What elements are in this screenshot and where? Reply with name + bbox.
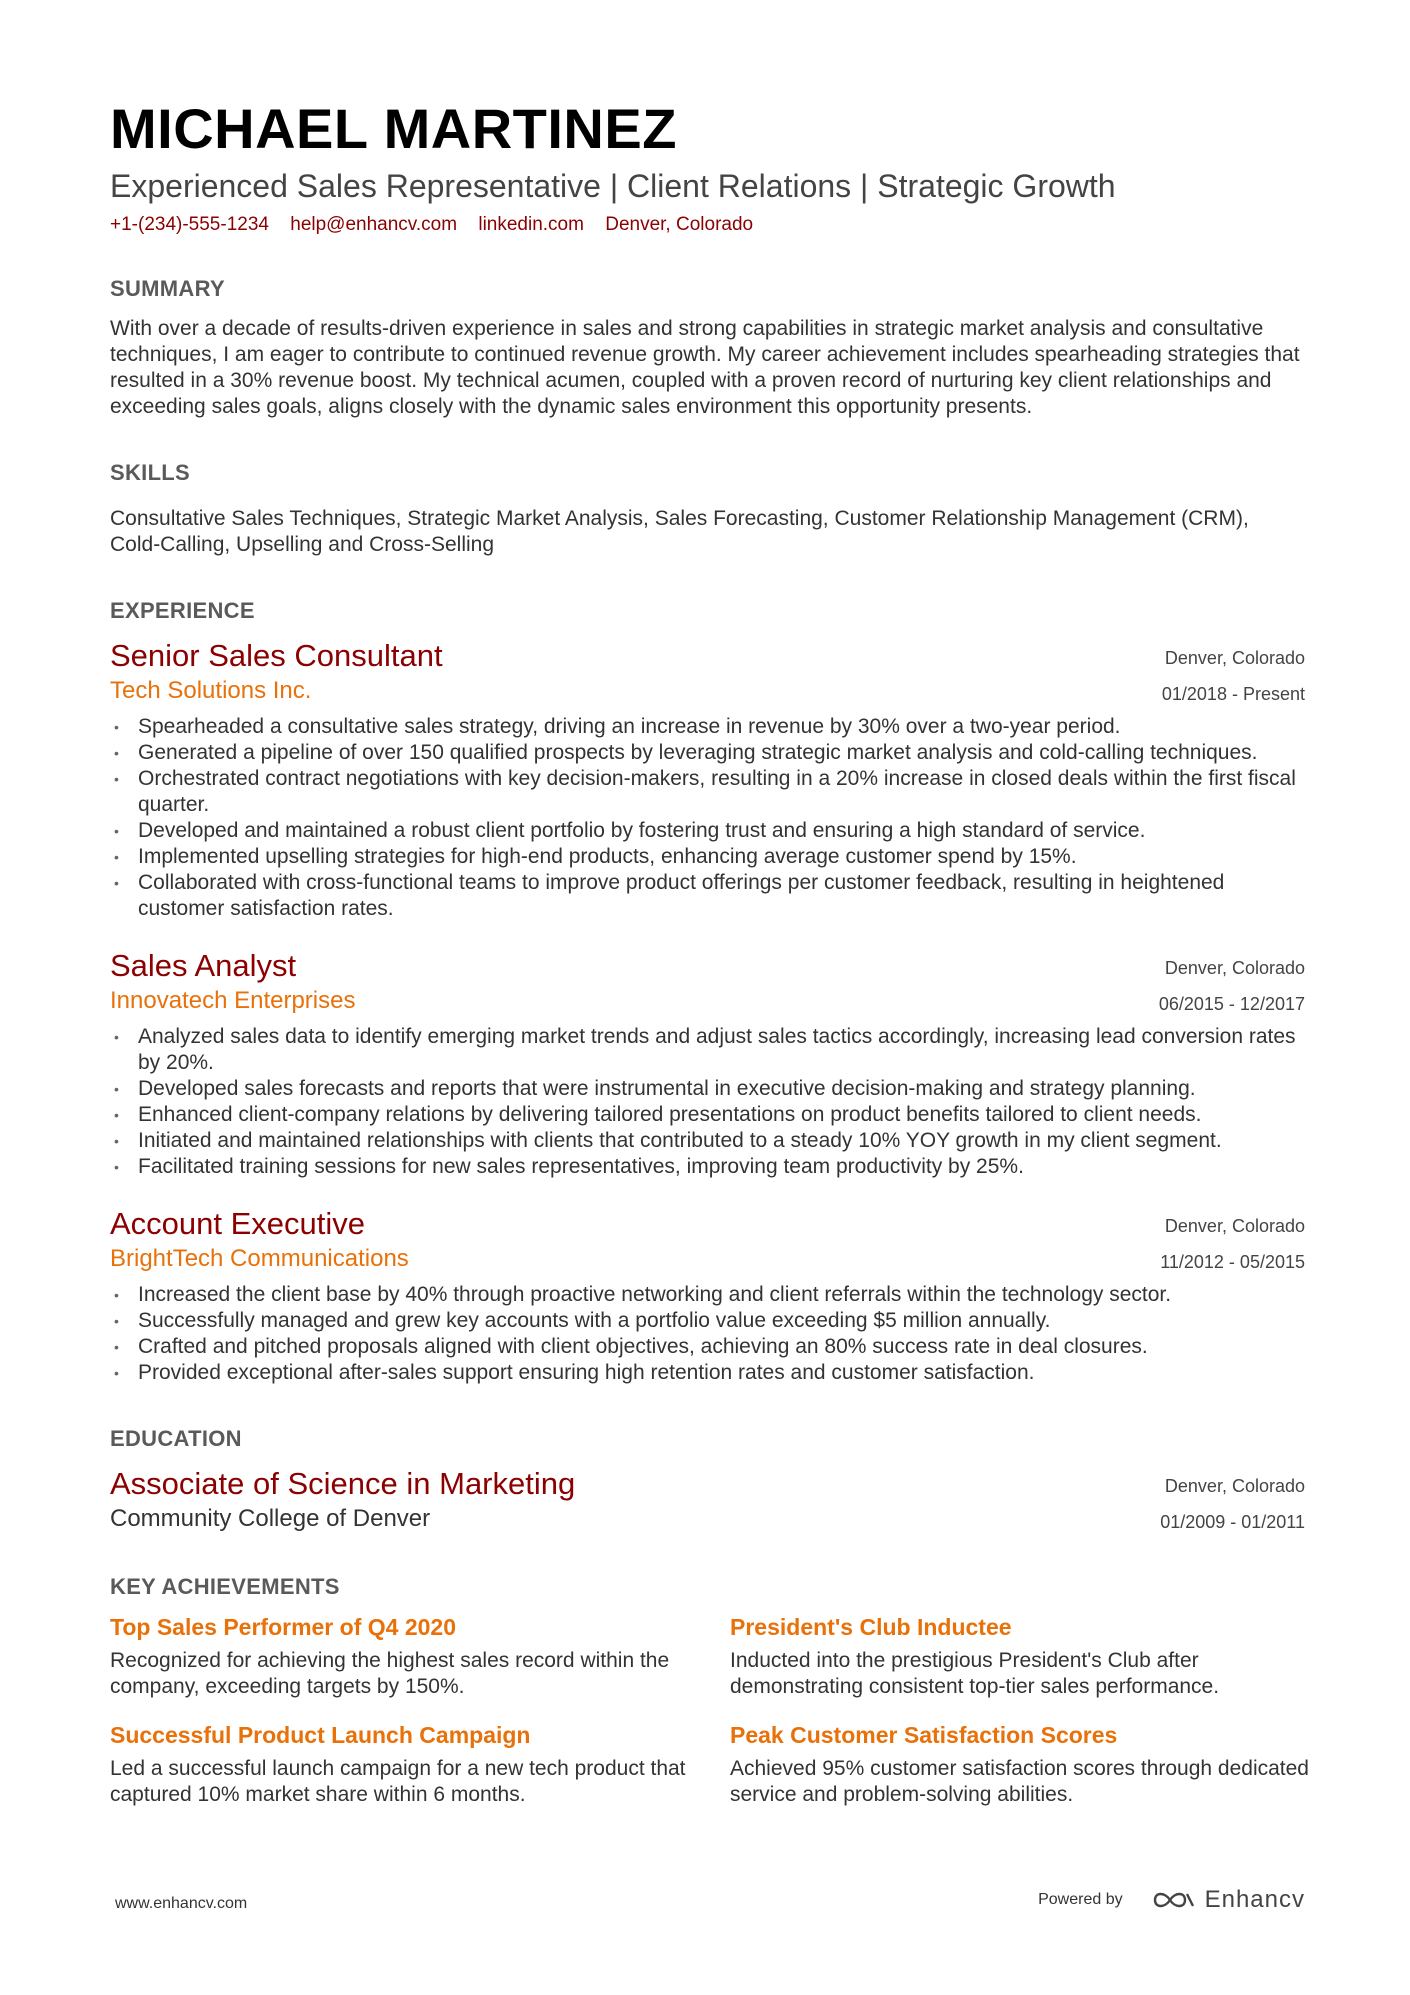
achievement-item <box>730 1720 1320 1808</box>
achievement-desc: Achieved 95% customer satisfaction scores through dedicated service and problem-solving abilities. <box>730 1757 1309 1806</box>
education-meta <box>1160 1468 1305 1540</box>
job-bullets <box>110 1282 1305 1386</box>
resume-page <box>110 96 1309 1808</box>
education-location: Denver, Colorado <box>1164 1476 1305 1496</box>
list-item: • Crafted and pitched proposals aligned with client objectives, achieving an 80% success rate in deal closures. <box>110 1334 1298 1360</box>
job-title: Senior Sales Consultant <box>110 638 443 673</box>
achievement-title: Peak Customer Satisfaction Scores <box>730 1722 1118 1748</box>
education-entry <box>110 1466 1305 1534</box>
list-item: • Spearheaded a consultative sales strategy, driving an increase in revenue by 30% over a two-year period. <box>110 714 1298 740</box>
list-item: • Implemented upselling strategies for high-end products, enhancing average customer spend by 15%. <box>110 844 1298 870</box>
job-dates: 01/2018 - Present <box>1161 684 1305 704</box>
list-item: • Generated a pipeline of over 150 qualified prospects by leveraging strategic market analysis and cold-calling techniques. <box>110 740 1298 766</box>
section-heading: SUMMARY <box>110 276 225 301</box>
achievement-title: President's Club Inductee <box>730 1614 1012 1640</box>
contact-line <box>110 212 1305 238</box>
summary-text: With over a decade of results-driven experience in sales and strong capabilities in strategic market analysis and consultative techniques, I am eager to contribute to continued revenue growth. My career achievement includes spearheading strategies that resulted in a 30% revenue boost. My technical acumen, coupled with a proven record of nurturing key client relationships and exceeding sales goals, aligns closely with the dynamic sales environment this opportunity presents. <box>110 317 1300 418</box>
section-heading: KEY ACHIEVEMENTS <box>110 1574 340 1599</box>
school-name: Community College of Denver <box>110 1505 431 1532</box>
footer-powered-by <box>1038 1886 1305 1914</box>
skills-text: Consultative Sales Techniques, Strategic Market Analysis, Sales Forecasting, Customer Relationship Management (CRM), Cold-Calling, Upselling and Cross-Selling <box>110 507 1249 556</box>
contact-phone: +1-(234)-555-1234 <box>110 214 269 235</box>
skills-section <box>110 458 1305 558</box>
list-item: • Successfully managed and grew key accounts with a portfolio value exceeding $5 million annually. <box>110 1308 1298 1334</box>
list-item: • Facilitated training sessions for new sales representatives, improving team productivity by 25%. <box>110 1154 1298 1180</box>
achievement-item <box>110 1612 700 1700</box>
education-dates: 01/2009 - 01/2011 <box>1160 1512 1305 1532</box>
section-heading: EXPERIENCE <box>110 598 255 623</box>
list-item: • Provided exceptional after-sales support ensuring high retention rates and customer satisfaction. <box>110 1360 1298 1386</box>
contact-location: Denver, Colorado <box>605 214 754 235</box>
summary-section <box>110 274 1305 420</box>
candidate-title: Experienced Sales Representative | Client Relations | Strategic Growth <box>110 168 1116 204</box>
job-meta <box>1160 1208 1305 1280</box>
job-meta <box>1162 640 1305 712</box>
list-item: • Analyzed sales data to identify emerging market trends and adjust sales tactics accordingly, increasing lead conversion rates by 20%. <box>110 1024 1298 1076</box>
job-entry <box>110 638 1305 922</box>
job-title: Account Executive <box>110 1206 366 1241</box>
list-item: • Developed sales forecasts and reports that were instrumental in executive decision-making and strategy planning. <box>110 1076 1298 1102</box>
achievement-title: Successful Product Launch Campaign <box>110 1722 531 1748</box>
powered-by-label: Powered by <box>1038 1891 1123 1908</box>
achievement-item <box>730 1612 1320 1700</box>
job-location: Denver, Colorado <box>1164 1216 1305 1236</box>
achievement-desc: Recognized for achieving the highest sales record within the company, exceeding targets by 150%. <box>110 1649 670 1698</box>
section-heading: SKILLS <box>110 460 191 485</box>
job-dates: 06/2015 - 12/2017 <box>1158 994 1305 1014</box>
achievement-title: Top Sales Performer of Q4 2020 <box>110 1614 456 1640</box>
job-location: Denver, Colorado <box>1164 958 1305 978</box>
list-item: • Developed and maintained a robust client portfolio by fostering trust and ensuring a high standard of service. <box>110 818 1298 844</box>
contact-email[interactable]: help@enhancv.com <box>290 214 458 235</box>
contact-linkedin[interactable]: linkedin.com <box>478 214 584 235</box>
job-location: Denver, Colorado <box>1164 648 1305 668</box>
degree-title: Associate of Science in Marketing <box>110 1466 576 1501</box>
job-bullets <box>110 714 1305 922</box>
job-title: Sales Analyst <box>110 948 297 983</box>
job-dates: 11/2012 - 05/2015 <box>1160 1252 1305 1272</box>
experience-section <box>110 596 1305 1386</box>
job-meta <box>1159 950 1305 1022</box>
achievement-item <box>110 1720 700 1808</box>
job-company: Innovatech Enterprises <box>110 987 356 1014</box>
achievement-desc: Inducted into the prestigious President's Club after demonstrating consistent top-tier sales performance. <box>730 1649 1220 1698</box>
education-section <box>110 1424 1305 1534</box>
brand-name: Enhancv <box>1204 1886 1305 1913</box>
job-entry <box>110 1206 1305 1386</box>
list-item: • Increased the client base by 40% through proactive networking and client referrals within the technology sector. <box>110 1282 1298 1308</box>
section-heading: EDUCATION <box>110 1426 242 1451</box>
list-item: • Enhanced client-company relations by delivering tailored presentations on product benefits tailored to client needs. <box>110 1102 1298 1128</box>
list-item: • Orchestrated contract negotiations with key decision-makers, resulting in a 20% increase in closed deals within the first fiscal quarter. <box>110 766 1298 818</box>
candidate-name: MICHAEL MARTINEZ <box>110 97 677 160</box>
job-company: BrightTech Communications <box>110 1245 409 1272</box>
footer-website[interactable]: www.enhancv.com <box>115 1895 248 1912</box>
job-bullets <box>110 1024 1305 1180</box>
achievements-grid <box>110 1612 1309 1808</box>
list-item: • Collaborated with cross-functional teams to improve product offerings per customer feedback, resulting in heightened customer satisfaction rates. <box>110 870 1298 922</box>
job-entry <box>110 948 1305 1180</box>
job-company: Tech Solutions Inc. <box>110 677 312 704</box>
list-item: • Initiated and maintained relationships with clients that contributed to a steady 10% YOY growth in my client segment. <box>110 1128 1298 1154</box>
enhancv-logo-icon <box>1151 1888 1197 1912</box>
achievement-desc: Led a successful launch campaign for a new tech product that captured 10% market share within 6 months. <box>110 1757 686 1806</box>
achievements-section <box>110 1572 1309 1808</box>
